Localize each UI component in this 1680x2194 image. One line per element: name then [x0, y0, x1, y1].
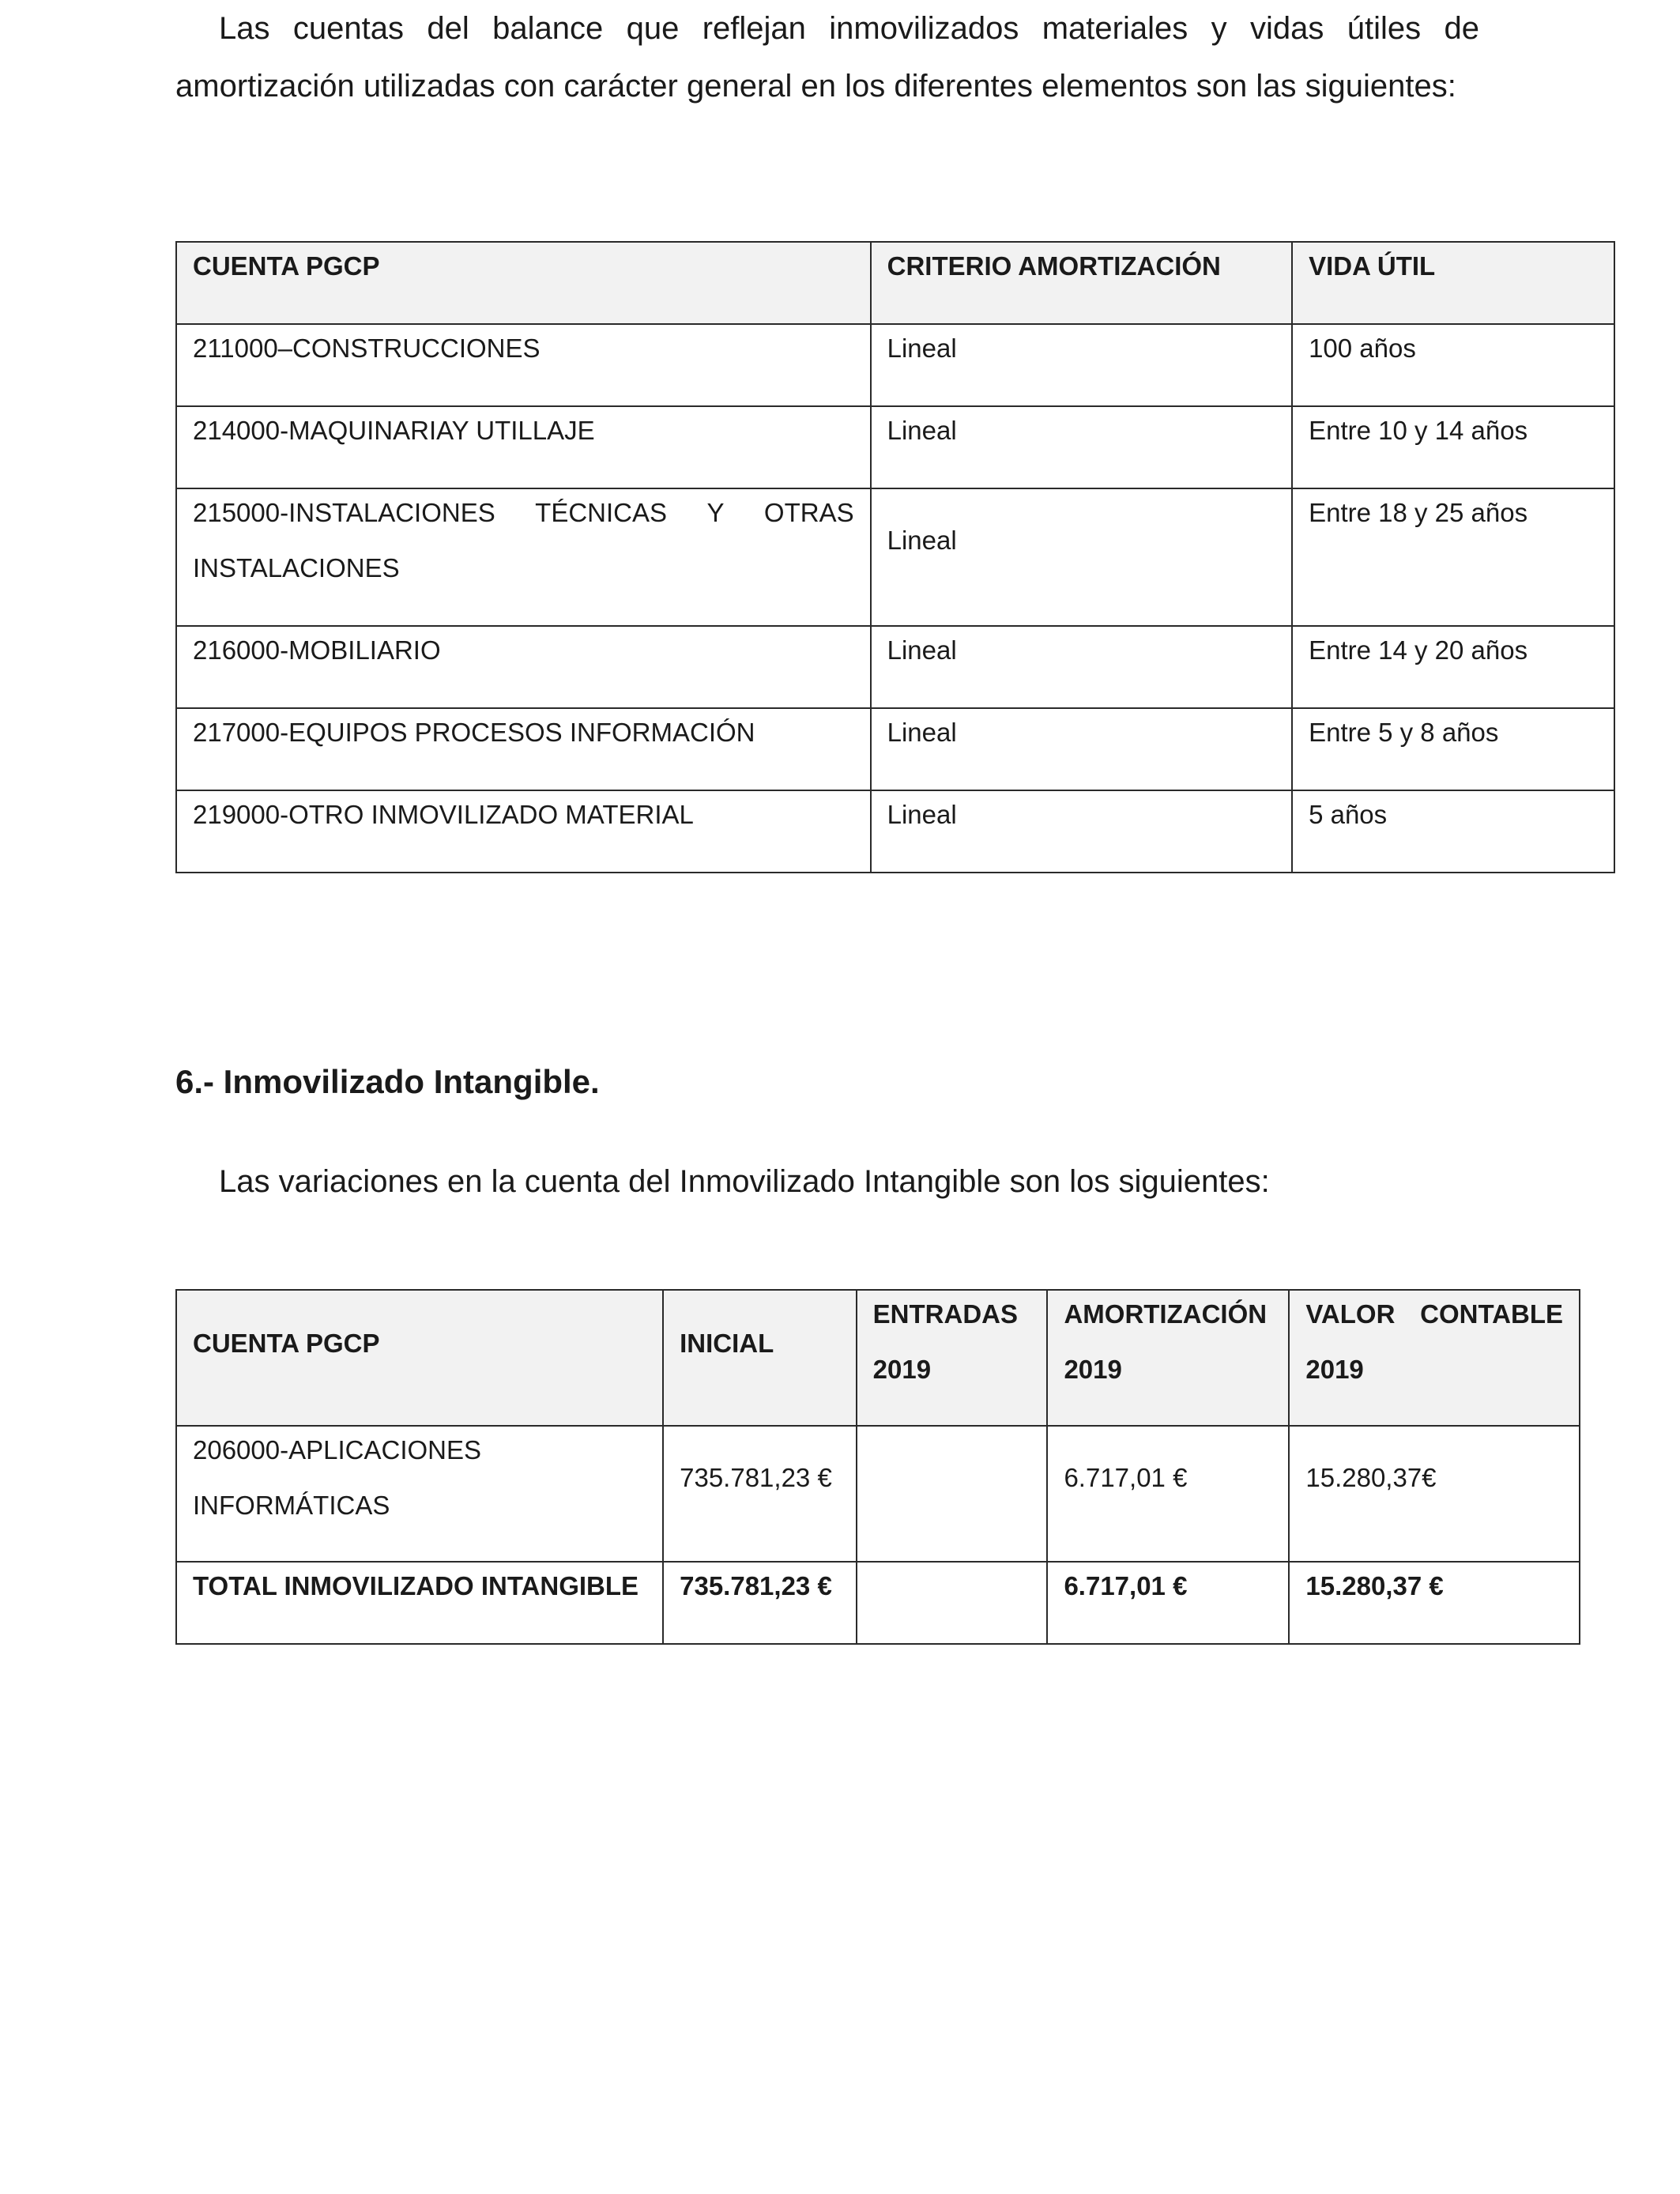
cell-valor-text: 15.280,37€ — [1305, 1463, 1437, 1492]
cell-cuenta-word: TÉCNICAS — [535, 498, 668, 527]
cell-cuenta-word: 215000-INSTALACIONES — [193, 498, 495, 527]
header-entradas-line2: 2019 — [872, 1355, 932, 1384]
cell-cuenta: 211000–CONSTRUCCIONES — [176, 324, 871, 406]
cell-cuenta: 216000-MOBILIARIO — [176, 626, 871, 708]
table-row — [176, 626, 1614, 708]
header-valor-line1 — [1305, 1299, 1563, 1330]
header-amortizacion — [1047, 1290, 1289, 1426]
header-inicial — [663, 1290, 857, 1426]
cell-vida-util: Entre 18 y 25 años — [1292, 488, 1614, 626]
header-valor-contable — [1289, 1290, 1580, 1426]
header-entradas — [857, 1290, 1048, 1426]
cell-cuenta-word: OTRAS — [763, 498, 854, 527]
cell-cuenta: 217000-EQUIPOS PROCESOS INFORMACIÓN — [176, 708, 871, 790]
header-inicial-text: INICIAL — [680, 1329, 774, 1358]
cell-criterio: Lineal — [871, 626, 1292, 708]
cell-cuenta-line2: INFORMÁTICAS — [193, 1491, 390, 1520]
section-title: 6.- Inmovilizado Intangible. — [175, 1063, 600, 1100]
header-cuenta — [176, 1290, 663, 1426]
table-row — [176, 488, 1614, 626]
cell-total-entradas — [857, 1562, 1048, 1644]
header-valor-line2: 2019 — [1305, 1355, 1364, 1384]
cell-cuenta — [176, 1426, 663, 1562]
cell-inicial — [663, 1426, 857, 1562]
table-header-row — [176, 1290, 1580, 1426]
cell-criterio — [871, 488, 1292, 626]
cell-criterio: Lineal — [871, 708, 1292, 790]
table-total-row — [176, 1562, 1580, 1644]
cell-cuenta: 219000-OTRO INMOVILIZADO MATERIAL — [176, 790, 871, 873]
cell-amortizacion — [1047, 1426, 1289, 1562]
header-cuenta-text: CUENTA PGCP — [193, 1329, 380, 1358]
header-cuenta: CUENTA PGCP — [176, 242, 871, 324]
cell-vida-util: Entre 10 y 14 años — [1292, 406, 1614, 488]
cell-total-valor: 15.280,37 € — [1289, 1562, 1580, 1644]
cell-cuenta-line2: INSTALACIONES — [193, 553, 400, 582]
cell-total-inicial: 735.781,23 € — [663, 1562, 857, 1644]
table-row — [176, 1426, 1580, 1562]
cell-valor-contable — [1289, 1426, 1580, 1562]
cell-vida-util: 5 años — [1292, 790, 1614, 873]
cell-cuenta: 214000-MAQUINARIAY UTILLAJE — [176, 406, 871, 488]
cell-cuenta — [176, 488, 871, 626]
header-vida-util: VIDA ÚTIL — [1292, 242, 1614, 324]
cell-cuenta-line1: 206000-APLICACIONES — [193, 1435, 482, 1465]
table-row — [176, 406, 1614, 488]
amortization-criteria-table — [175, 241, 1615, 873]
intangible-assets-table — [175, 1289, 1580, 1645]
header-valor-word: VALOR — [1305, 1299, 1396, 1329]
cell-total-label: TOTAL INMOVILIZADO INTANGIBLE — [176, 1562, 663, 1644]
cell-criterio: Lineal — [871, 790, 1292, 873]
cell-entradas — [857, 1426, 1048, 1562]
cell-criterio-text: Lineal — [887, 526, 957, 555]
cell-vida-util: Entre 5 y 8 años — [1292, 708, 1614, 790]
section-paragraph: Las variaciones en la cuenta del Inmovilizado Intangible son los siguientes: — [219, 1164, 1270, 1199]
cell-cuenta-line1 — [193, 497, 854, 529]
cell-criterio: Lineal — [871, 406, 1292, 488]
cell-total-amortizacion: 6.717,01 € — [1047, 1562, 1289, 1644]
cell-vida-util: 100 años — [1292, 324, 1614, 406]
cell-criterio: Lineal — [871, 324, 1292, 406]
header-valor-word: CONTABLE — [1420, 1299, 1563, 1329]
cell-inicial-text: 735.781,23 € — [680, 1463, 832, 1492]
table-row — [176, 708, 1614, 790]
header-criterio: CRITERIO AMORTIZACIÓN — [871, 242, 1292, 324]
header-entradas-line1: ENTRADAS — [872, 1299, 1018, 1329]
table-row — [176, 324, 1614, 406]
intro-paragraph: Las cuentas del balance que reflejan inmovilizados materiales y vidas útiles de amortización utilizadas con carácter general en los diferentes elementos son las siguientes: — [175, 11, 1479, 104]
table-header-row — [176, 242, 1614, 324]
cell-cuenta-word: Y — [706, 498, 725, 527]
header-amortizacion-line2: 2019 — [1064, 1355, 1122, 1384]
table-row — [176, 790, 1614, 873]
cell-vida-util: Entre 14 y 20 años — [1292, 626, 1614, 708]
header-amortizacion-line1: AMORTIZACIÓN — [1064, 1299, 1268, 1329]
cell-amortizacion-text: 6.717,01 € — [1064, 1463, 1188, 1492]
